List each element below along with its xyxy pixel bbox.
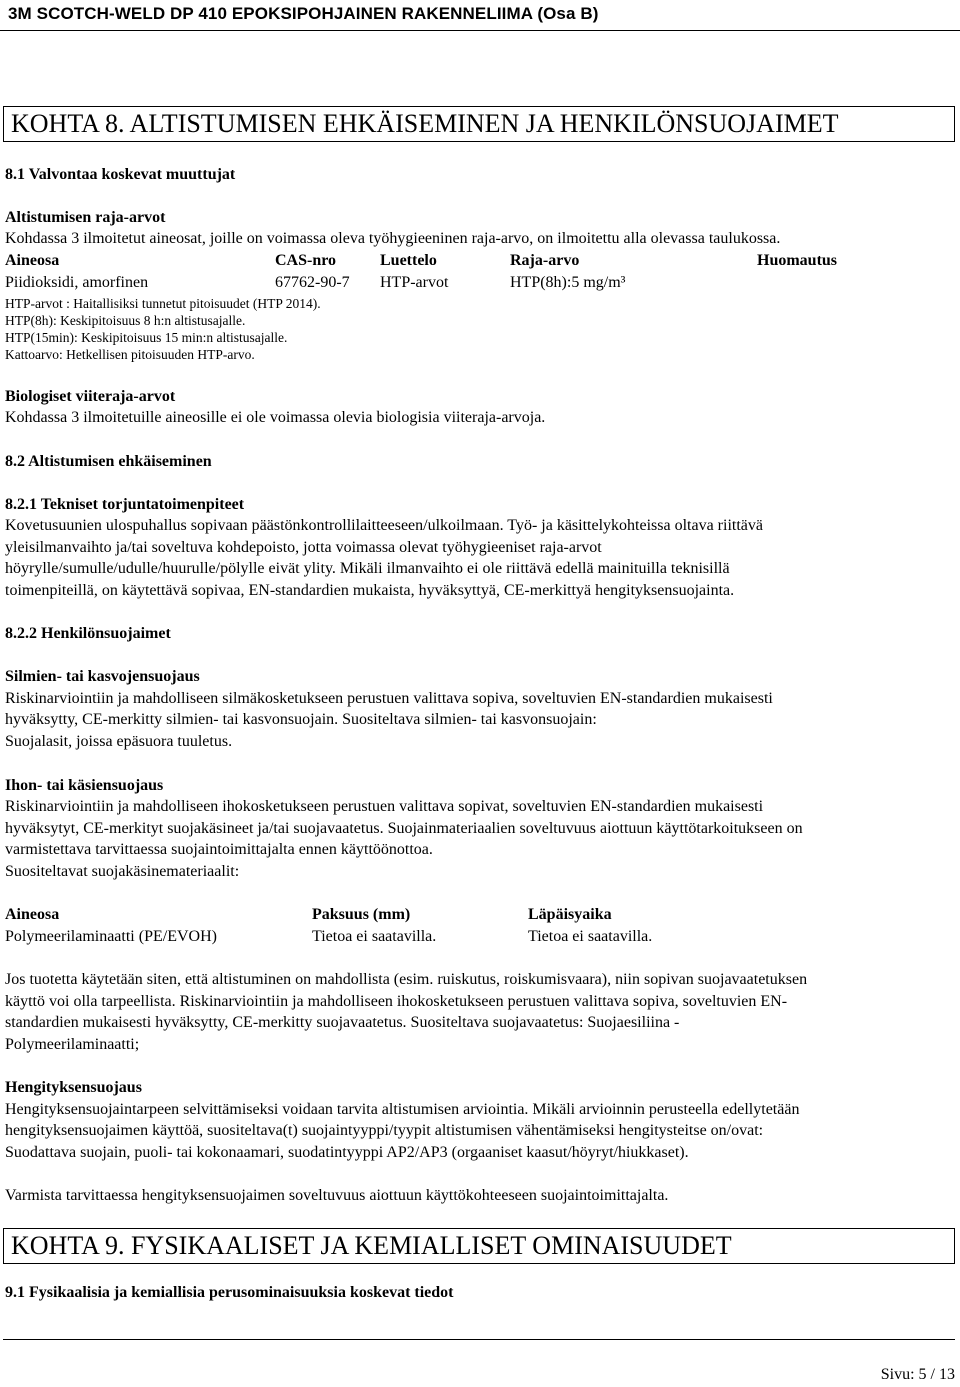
subsection-8-2-1-heading: 8.2.1 Tekniset torjuntatoimenpiteet	[5, 496, 245, 513]
table1-cell-aineosa: Piidioksidi, amorfinen	[5, 274, 149, 291]
tech-measures-line-4: toimenpiteillä, on käytettävä sopivaa, EN-standardien mukaista, hyväksyttyä, CE-merkittyä hengityksensuojainta.	[5, 582, 735, 599]
tech-measures-line-3: höyrylle/sumulle/udulle/huurulle/pölylle eivät ylity. Mikäli ilmanvaihto ei ole riittävä edellä mainituilla teknisillä	[5, 560, 730, 577]
section-8-title: KOHTA 8. ALTISTUMISEN EHKÄISEMINEN JA HENKILÖNSUOJAIMET	[11, 109, 839, 138]
skin-protection-heading: Ihon- tai käsiensuojaus	[5, 777, 164, 794]
bio-limits-heading: Biologiset viiteraja-arvot	[5, 388, 176, 405]
document-header	[0, 0, 960, 31]
table2-header-aineosa: Aineosa	[5, 906, 60, 923]
respiratory-line-1: Hengityksensuojaintarpeen selvittämiseksi voidaan tarvita altistumisen arviointia. Mikäli arvioinnin perusteella edellytetään	[5, 1101, 800, 1118]
table1-header-luettelo: Luettelo	[380, 252, 437, 269]
bio-limits-text: Kohdassa 3 ilmoitetuille aineosille ei ole voimassa olevia biologisia viiteraja-arvoja.	[5, 409, 546, 426]
tech-measures-line-2: yleisilmanvaihto ja/tai soveltuva kohdepoisto, jotta voimassa olevat työhygieeniset raja-arvot	[5, 539, 602, 556]
suit-line-4: Polymeerilaminaatti;	[5, 1036, 140, 1053]
respiratory-line-3: Suodattava suojain, puoli- tai kokonaamari, suodatintyyppi AP2/AP3 (orgaaniset kaasut/höyryt/hiukkaset).	[5, 1144, 689, 1161]
suit-line-1: Jos tuotetta käytetään siten, että altistuminen on mahdollista (esim. ruiskutus, roiskumisvaara), niin sopivan suojavaatetuksen	[5, 971, 808, 988]
suit-line-3: standardien mukaisesti hyväksytty, CE-merkitty suojavaatetus. Suositeltava suojavaatetus: Suojaesiliina -	[5, 1014, 680, 1031]
table1-header-aineosa: Aineosa	[5, 252, 60, 269]
section-9-heading-box	[3, 1228, 955, 1264]
table2-cell-aineosa: Polymeerilaminaatti (PE/EVOH)	[5, 928, 217, 945]
subsection-9-1-heading: 9.1 Fysikaalisia ja kemiallisia perusominaisuuksia koskevat tiedot	[5, 1284, 454, 1301]
exposure-limits-heading: Altistumisen raja-arvot	[5, 209, 166, 226]
subsection-8-2-heading: 8.2 Altistumisen ehkäiseminen	[5, 453, 212, 470]
table2-cell-paksuus: Tietoa ei saatavilla.	[312, 928, 437, 945]
suit-line-2: käyttö voi olla tarpeellista. Riskinarviointiin ja mahdolliseen ihokosketukseen perustuen valittava sopiva, soveltuvien EN-	[5, 993, 788, 1010]
eye-protection-heading: Silmien- tai kasvojensuojaus	[5, 668, 200, 685]
table1-header-cas: CAS-nro	[275, 252, 337, 269]
eye-protection-line-2: hyväksytty, CE-merkitty silmien- tai kasvonsuojain. Suositeltava silmien- tai kasvonsuojain:	[5, 711, 597, 728]
table1-cell-luettelo: HTP-arvot	[380, 274, 449, 291]
document-title: 3M SCOTCH-WELD DP 410 EPOKSIPOHJAINEN RAKENNELIIMA (Osa B)	[8, 4, 599, 23]
note-htp-15min: HTP(15min): Keskipitoisuus 15 min:n altistusajalle.	[5, 330, 288, 345]
skin-protection-line-2: hyväksytyt, CE-merkityt suojakäsineet ja/tai suojavaatetus. Suojainmateriaalien soveltuvuus aiottuun käyttötarkoitukseen on	[5, 820, 803, 837]
table1-cell-cas: 67762-90-7	[275, 274, 350, 291]
table2-cell-lapaisyaika: Tietoa ei saatavilla.	[528, 928, 653, 945]
verify-suitability-text: Varmista tarvittaessa hengityksensuojaimen soveltuvuus aiottuun käyttökohteeseen suojaintoimittajalta.	[5, 1187, 669, 1204]
page-number: Sivu: 5 / 13	[880, 1366, 955, 1383]
eye-protection-line-3: Suojalasit, joissa epäsuora tuuletus.	[5, 733, 233, 750]
skin-protection-line-3: varmistettava tarvittaessa suojaintoimittajalta ennen käyttöönottoa.	[5, 841, 433, 858]
section-8-heading-box	[3, 106, 955, 142]
note-htp-arvot: HTP-arvot : Haitallisiksi tunnetut pitoisuudet (HTP 2014).	[5, 296, 321, 311]
respiratory-protection-heading: Hengityksensuojaus	[5, 1079, 142, 1096]
respiratory-line-2: hengityksensuojaimen käyttöä, suositeltava(t) suojaintyyppi/tyypit altistumisen vähentämiseksi hengitysteitse on/ovat:	[5, 1122, 764, 1139]
table1-cell-raja-arvo: HTP(8h):5 mg/m³	[510, 274, 626, 291]
note-kattoarvo: Kattoarvo: Hetkellisen pitoisuuden HTP-arvo.	[5, 347, 255, 362]
table1-header-huomautus: Huomautus	[757, 252, 838, 269]
section-9-title: KOHTA 9. FYSIKAALISET JA KEMIALLISET OMINAISUUDET	[11, 1231, 732, 1260]
table2-header-paksuus: Paksuus (mm)	[312, 906, 411, 923]
table1-header-raja-arvo: Raja-arvo	[510, 252, 580, 269]
note-htp-8h: HTP(8h): Keskipitoisuus 8 h:n altistusajalle.	[5, 313, 246, 328]
exposure-limits-text: Kohdassa 3 ilmoitetut aineosat, joille on voimassa oleva työhygieeninen raja-arvo, on ilmoitettu alla olevassa taulukossa.	[5, 230, 781, 247]
subsection-8-1-heading: 8.1 Valvontaa koskevat muuttujat	[5, 166, 236, 183]
skin-protection-line-1: Riskinarviointiin ja mahdolliseen ihokosketukseen perustuen valittava sopivat, soveltuvien EN-standardien mukaisesti	[5, 798, 764, 815]
skin-protection-line-4: Suositeltavat suojakäsinemateriaalit:	[5, 863, 240, 880]
subsection-8-2-2-heading: 8.2.2 Henkilönsuojaimet	[5, 625, 171, 642]
table2-header-lapaisyaika: Läpäisyaika	[528, 906, 612, 923]
footer-divider	[3, 1339, 955, 1340]
eye-protection-line-1: Riskinarviointiin ja mahdolliseen silmäkosketukseen perustuen valittava sopiva, soveltuvien EN-standardien mukaisesti	[5, 690, 773, 707]
tech-measures-line-1: Kovetusuunien ulospuhallus sopivaan päästönkontrollilaitteeseen/ulkoilmaan. Työ- ja käsittelykohteissa oltava riittävä	[5, 517, 763, 534]
